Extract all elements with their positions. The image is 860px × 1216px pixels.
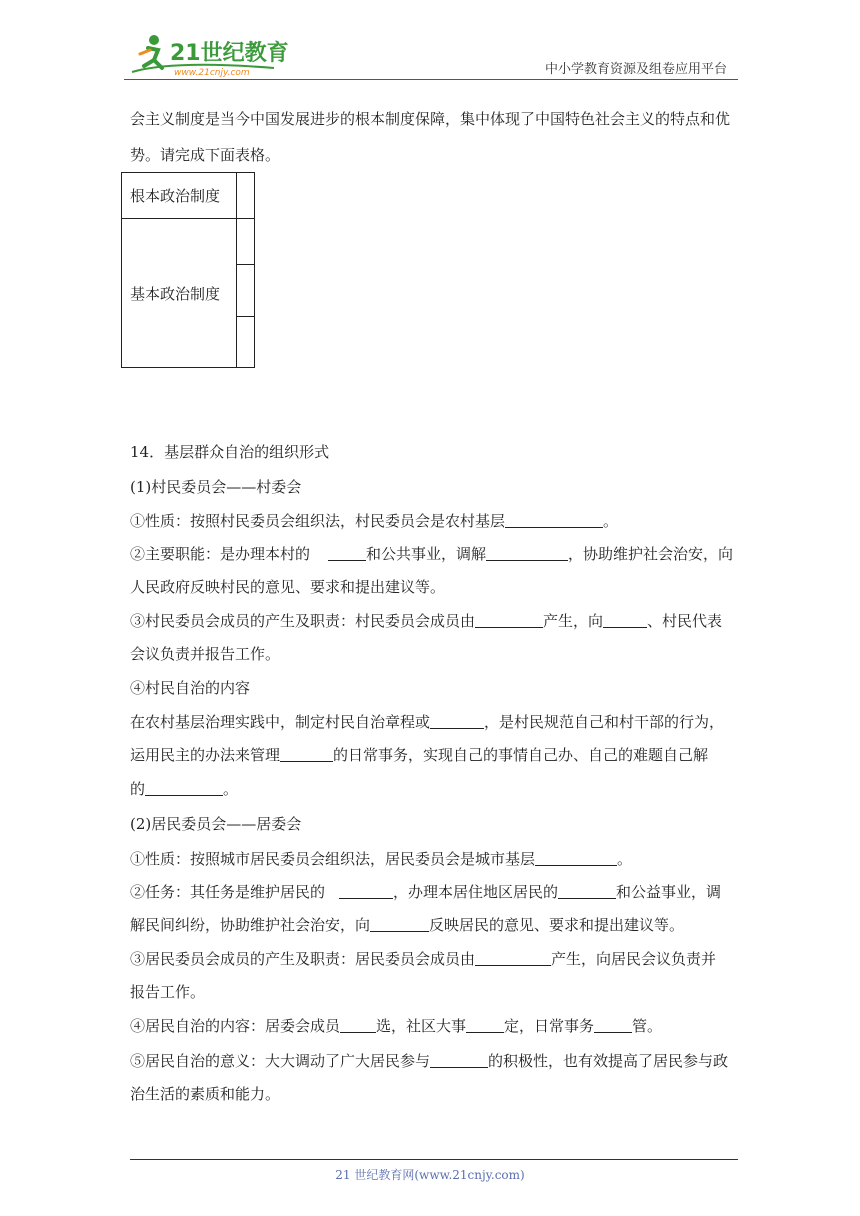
intro-line-1: 会主义制度是当今中国发展进步的根本制度保障，集中体现了中国特色社会主义的特点和优 [130,110,731,128]
text: 管。 [632,1017,663,1035]
table-cell-basic-3[interactable] [237,317,255,368]
answer-blank[interactable] [558,882,616,899]
s2-content-line [130,1015,662,1037]
answer-blank[interactable] [475,949,551,966]
answer-blank[interactable] [505,511,603,528]
logo-text: 21世纪教育 [170,41,289,66]
text: 定，日常事务 [504,1017,595,1035]
s2-tasks-line-2 [130,914,684,936]
answer-blank[interactable] [475,611,543,628]
answer-blank[interactable] [280,745,333,762]
s2-significance-line-1 [130,1050,728,1072]
s1-content-title: ④村民自治的内容 [130,679,251,697]
text: 运用民主的办法来管理 [130,746,281,764]
question-14-title: 14．基层群众自治的组织形式 [130,443,330,461]
page-header [0,0,860,90]
s1-functions-line-1 [130,543,733,565]
intro-line-2: 势。请完成下面表格。 [130,146,281,164]
text: 。 [603,512,619,530]
text: ，办理本居住地区居民的 [393,883,559,901]
text: 和公益事业，调 [616,883,722,901]
text: 和公共事业，调解 [366,545,487,563]
header-divider [124,79,738,80]
answer-blank[interactable] [466,1016,504,1033]
text: ②主要职能：是办理本村的 [130,545,311,563]
text: 。 [223,780,239,798]
text: 的积极性，也有效提高了居民参与政 [488,1052,729,1070]
text: 的 [130,780,146,798]
answer-blank[interactable] [535,849,617,866]
footer-text[interactable]: 21 世纪教育网(www.21cnjy.com) [335,1168,525,1182]
s2-tasks-line-1 [130,881,721,903]
text: 的日常事务，实现自己的事情自己办、自己的难题自己解 [333,746,709,764]
answer-blank[interactable] [430,712,484,729]
text: ⑤居民自治的意义：大大调动了广大居民参与 [130,1052,431,1070]
text: ，是村民规范自己和村干部的行为， [484,713,725,731]
table-label-fundamental: 根本政治制度 [122,173,237,219]
text: ①性质：按照村民委员会组织法，村民委员会是农村基层 [130,512,506,530]
table-cell-basic-2[interactable] [237,265,255,317]
s1-content-line-1 [130,711,724,733]
footer-divider [130,1159,738,1160]
answer-blank[interactable] [370,915,429,932]
text: ②任务：其任务是维护居民的 [130,883,326,901]
text: 在农村基层治理实践中，制定村民自治章程或 [130,713,431,731]
site-logo[interactable] [124,30,294,80]
section-1-title: (1)村民委员会——村委会 [130,478,302,496]
s2-nature-line [130,848,632,870]
logo-graphic [124,30,294,80]
answer-blank[interactable] [430,1051,488,1068]
text: 选，社区大事 [376,1017,467,1035]
text: ①性质：按照城市居民委员会组织法，居民委员会是城市基层 [130,850,536,868]
s1-members-line-2: 会议负责并报告工作。 [130,645,281,663]
political-system-table [121,172,255,368]
s1-content-line-3 [130,778,238,800]
text: ④居民自治的内容：居委会成员 [130,1017,341,1035]
text: 、村民代表 [647,612,723,630]
answer-blank[interactable] [340,1016,376,1033]
answer-blank[interactable] [145,779,223,796]
s1-members-line-1 [130,610,722,632]
s2-members-line-1 [130,948,716,970]
answer-blank[interactable] [486,544,568,561]
text: 产生，向居民会议负责并 [551,950,717,968]
text: ，协助维护社会治安，向 [568,545,734,563]
header-slogan: 中小学教育资源及组卷应用平台 [544,62,727,77]
table-label-basic: 基本政治制度 [122,219,237,368]
s2-significance-line-2: 治生活的素质和能力。 [130,1085,281,1103]
section-2-title: (2)居民委员会——居委会 [130,815,302,833]
text: ③居民委员会成员的产生及职责：居民委员会成员由 [130,950,476,968]
text: 反映居民的意见、要求和提出建议等。 [429,916,685,934]
answer-blank[interactable] [594,1016,632,1033]
text: 解民间纠纷，协助维护社会治安，向 [130,916,371,934]
s1-content-line-2 [130,744,708,766]
text: 产生，向 [543,612,604,630]
text: 。 [617,850,633,868]
answer-blank[interactable] [328,544,366,561]
table-cell-fundamental[interactable] [237,173,255,219]
s2-members-line-2: 报告工作。 [130,983,206,1001]
s1-nature-line [130,510,618,532]
logo-url: www.21cnjy.com [174,68,250,78]
answer-blank[interactable] [603,611,647,628]
answer-blank[interactable] [339,882,393,899]
s1-functions-line-2: 人民政府反映村民的意见、要求和提出建议等。 [130,578,446,596]
table-cell-basic-1[interactable] [237,219,255,265]
text: ③村民委员会成员的产生及职责：村民委员会成员由 [130,612,476,630]
